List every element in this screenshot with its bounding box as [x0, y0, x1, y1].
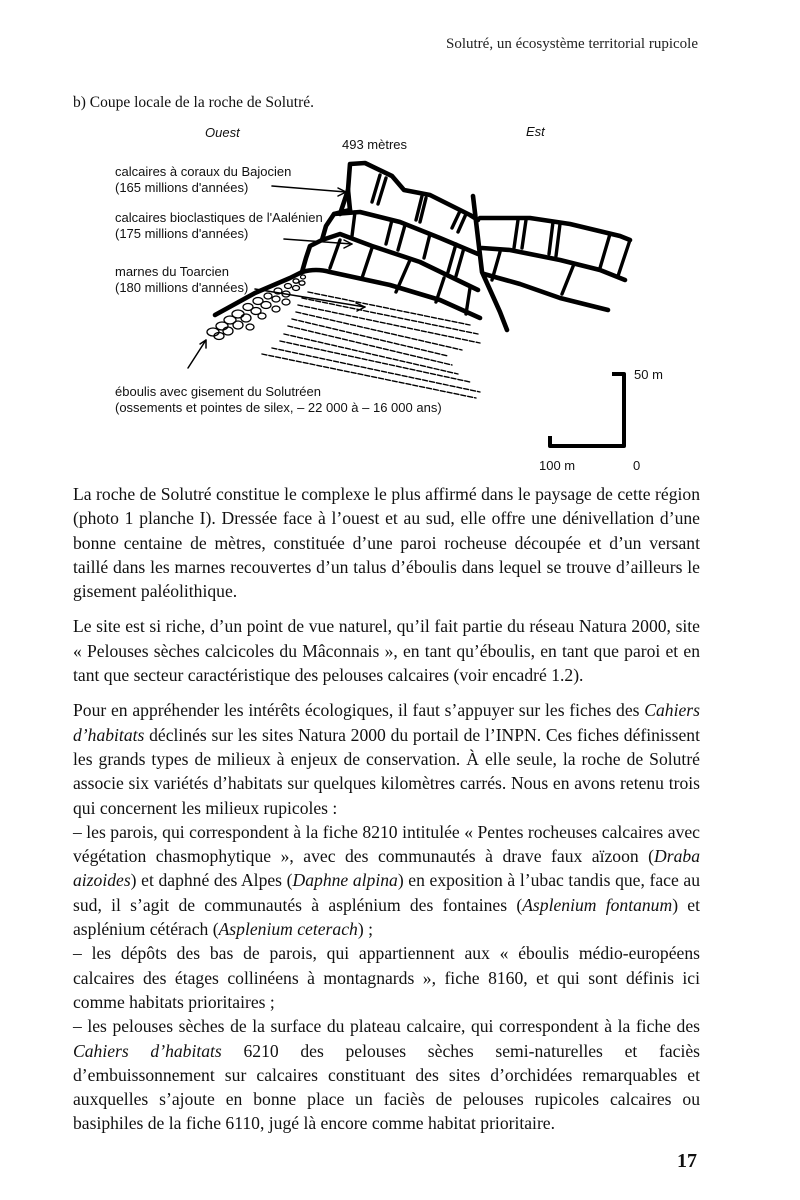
summit-altitude-label: 493 mètres [342, 137, 408, 152]
marl-hatching [262, 292, 480, 398]
species-name: Asplenium fontanum [522, 894, 673, 915]
list-item-depots: – les dépôts des bas de parois, qui appartiennent aux « éboulis médio-européens calcaires des étages collinéens à montagnards », fiche 8160, et qui sont définis ici comme habitats prioritaires ; [73, 943, 700, 1012]
publication-title: Cahiers d’habitats [73, 700, 700, 745]
text-run: Pour en appréhender les intérêts écologiques, il faut s’appuyer sur les fiches des [73, 700, 645, 721]
running-head: Solutré, un écosystème territorial rupicole [445, 36, 698, 52]
text-run: déclinés sur les sites Natura 2000 du portail de l’INPN. Ces fiches définissent les grands types de milieux à enjeux de conservation. À elle seule, la roche de Solutré associe six variétés d’habitats sur quelques kilomètres carrés. Nous en avons retenu trois qui concernent les milieux rupicoles : [73, 724, 700, 818]
text-run: ) et daphné des Alpes ( [130, 870, 293, 891]
direction-west-label: Ouest [205, 125, 240, 140]
text-run: ) ; [357, 919, 373, 940]
text-run: – les pelouses sèches de la surface du plateau calcaire, qui correspondent à la fiche des [73, 1016, 700, 1037]
layer-label-bajocien [115, 164, 291, 196]
layer-age: (165 millions d'années) [115, 180, 249, 195]
text-run: ) et asplénium cétérach ( [73, 894, 700, 940]
layer-age: (175 millions d'années) [115, 226, 249, 241]
layer-name: calcaires à coraux du Bajocien [115, 164, 292, 179]
scale-horizontal-label: 100 m [539, 458, 576, 473]
scale-bar [550, 374, 624, 446]
layer-name: marnes du Toarcien [115, 264, 229, 279]
body-text [73, 482, 700, 1136]
geological-cross-section [0, 0, 800, 480]
scree-detail: (ossements et pointes de silex, – 22 000 à – 16 000 ans) [115, 400, 442, 415]
list-item-pelouses [73, 1014, 700, 1135]
scale-vertical-label: 50 m [634, 367, 663, 382]
publication-title: Cahiers d’habitats [73, 1040, 222, 1061]
list-item-parois [73, 820, 700, 941]
species-name: Daphne alpina [292, 870, 398, 891]
text-run: ) en exposition à l’ubac tandis que, face au sud, il s’agit de communautés à asplénium des fontaines ( [73, 870, 700, 915]
direction-east-label: Est [526, 124, 545, 139]
text-run: 6210 des pelouses sèches semi-naturelles et faciès d’embuissonnement sur calcaires constituant des sites d’orchidées remarquables et auxquelles s’ajoute en bonne place un faciès de pelouses rupicoles calcaires ou basiphiles de la fiche 6110, jugé là encore comme habitat prioritaire. [73, 1040, 700, 1134]
layer-name: calcaires bioclastiques de l'Aalénien [115, 210, 323, 225]
text-run: – les parois, qui correspondent à la fiche 8210 intitulée « Pentes rocheuses calcaires avec végétation chasmophytique », avec des communautés à drave faux aïzoon ( [73, 821, 700, 867]
layer-label-aalenien [115, 210, 323, 242]
paragraph: La roche de Solutré constitue le complexe le plus affirmé dans le paysage de cette région (photo 1 planche I). Dressée face à l’ouest et au sud, elle offre une dénivellation d’une bonne centaine de mètres, constituée d’une paroi rocheuse découpée et d’un versant taillé dans les marnes recouvertes d’un talus d’éboulis dans lequel se trouve d’ailleurs le gisement paléolithique. [73, 484, 700, 602]
layer-age: (180 millions d'années) [115, 280, 249, 295]
scale-origin-label: 0 [633, 458, 641, 473]
paragraph: Le site est si riche, d’un point de vue naturel, qu’il fait partie du réseau Natura 2000, site « Pelouses sèches calcicoles du Mâconnais », en tant qu’éboulis, en tant que paroi et en tant que secteur caractéristique des pelouses calcaires (voir encadré 1.2). [73, 616, 700, 686]
layer-label-toarcien [115, 264, 248, 296]
figure-caption: b) Coupe locale de la roche de Solutré. [73, 94, 315, 111]
page-number: 17 [677, 1150, 697, 1172]
paragraph-habitats-intro [73, 698, 700, 819]
species-name: Asplenium ceterach [218, 919, 358, 940]
species-name: Draba aizoides [73, 846, 700, 891]
scree-name: éboulis avec gisement du Solutréen [115, 384, 321, 399]
scree-label [115, 384, 442, 416]
